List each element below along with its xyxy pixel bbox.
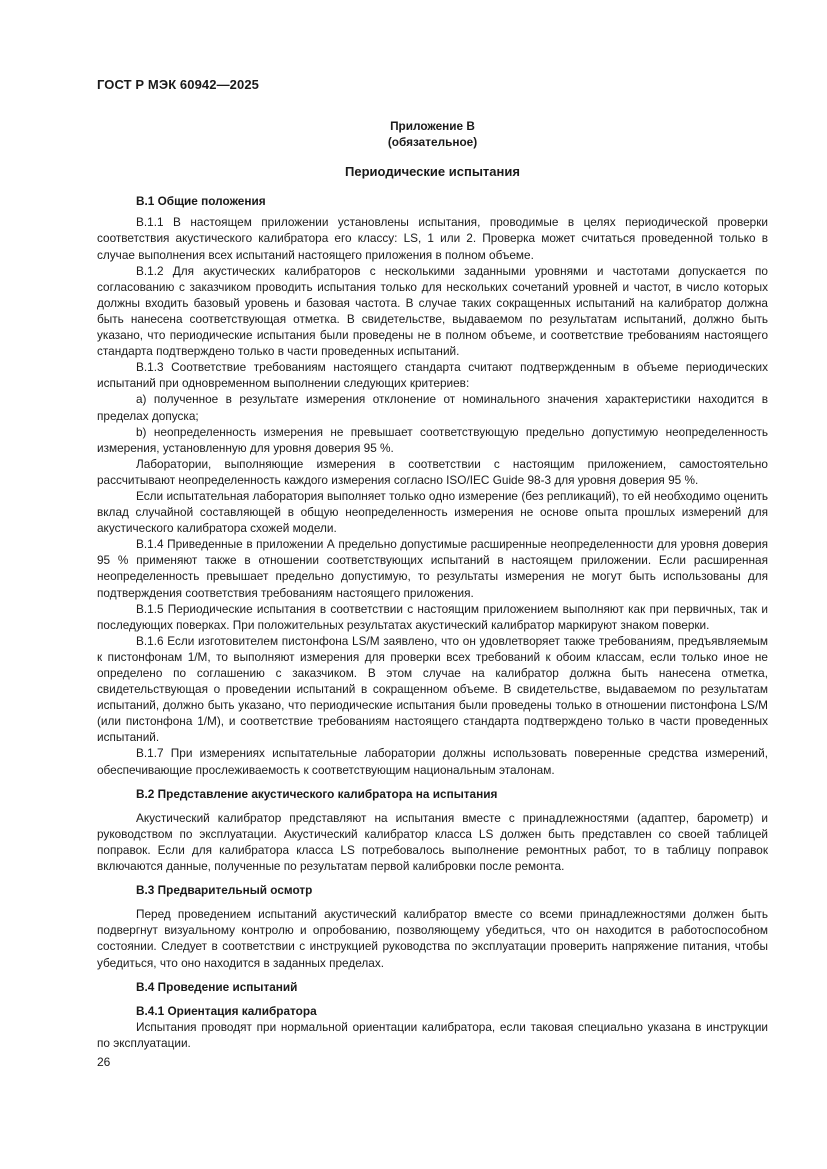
paragraph-b1-4: В.1.4 Приведенные в приложении А предельно допустимые расширенные неопределенности для уровня доверия 95 % применяют также в отношении соответствующих испытаний в настоящем приложении. Если расширенная неопределенность превышает предельно допустимую, то результаты измерения не могут быть использованы для подтверждения соответствия требованиям настоящего приложения. [97,537,768,600]
paragraph-b1-7: В.1.7 При измерениях испытательные лаборатории должны использовать поверенные средства измерений, обеспечивающие прослеживаемость к соответствующим национальным эталонам. [97,746,768,777]
annex-status: (обязательное) [387,135,478,150]
criterion-a: a) полученное в результате измерения отклонение от номинального значения характеристики находится в пределах допуска; [97,392,768,423]
subsection-heading-b4-1: В.4.1 Ориентация калибратора [136,1003,317,1018]
paragraph-b1-3-single: Если испытательная лаборатория выполняет только одно измерение (без репликаций), то ей необходимо оценить вклад случайной составляющей в общую неопределенность измерения не основе опыта прошлых измерений для акустического калибратора схожей модели. [97,488,768,536]
paragraph-b4-1: Испытания проводят при нормальной ориентации калибратора, если таковая специально указана в инструкции по эксплуатации. [97,1019,768,1050]
paragraph-b1-5: В.1.5 Периодические испытания в соответствии с настоящим приложением выполняют как при первичных, так и последующих поверках. При положительных результатах акустический калибратор маркируют знаком поверки. [97,601,768,632]
section-heading-b2: В.2 Представление акустического калибратора на испытания [136,786,498,801]
paragraph-b1-1: В.1.1 В настоящем приложении установлены испытания, проводимые в целях периодической проверки соответствия акустического калибратора его классу: LS, 1 или 2. Проверка может считаться проведенной только в случае выполнения всех испытаний настоящего приложения в полном объеме. [97,215,768,262]
paragraph-b3: Перед проведением испытаний акустический калибратор вместе со всеми принадлежностями должен быть подвергнут визуальному контролю и опробованию, позволяющему убедиться, что он находится в работоспособном состоянии. Следует в соответствии с инструкцией руководства по эксплуатации проверить напряжение питания, чтобы убедиться, что оно находится в заданных пределах. [97,907,768,970]
paragraph-b1-2: В.1.2 Для акустических калибраторов с несколькими заданными уровнями и частотами допускается по согласованию с заказчиком проводить испытания только для нескольких сочетаний уровней и частот, в число которых должны входить базовый уровень и базовая частота. В случае таких сокращенных испытаний на калибратор должна быть нанесена соответствующая отметка. В свидетельстве, выдаваемом по результатам испытаний, должно быть указано, что периодические испытания были проведены не в полном объеме, и соответствие требованиям настоящего стандарта подтверждено только в части проведенных испытаний. [97,263,768,359]
paragraph-b1-3-labs: Лаборатории, выполняющие измерения в соответствии с настоящим приложением, самостоятельно рассчитывают неопределенность каждого измерения согласно ISO/IEC Guide 98-3 для уровня доверия 95 %. [97,456,768,487]
section-heading-b1: В.1 Общие положения [136,194,266,209]
criterion-b: b) неопределенность измерения не превышает соответствующую предельно допустимую неопределенность измерения, установленную для уровня доверия 95 %. [97,424,768,455]
paragraph-b1-6: В.1.6 Если изготовителем пистонфона LS/M заявлено, что он удовлетворяет также требованиям, предъявляемым к пистонфонам 1/M, то выполняют измерения для проверки всех требований к обоим классам, если только иное не определено по соглашению с заказчиком. В этом случае на калибратор должна быть нанесена отметка, свидетельствующая о проведении испытаний в сокращенном объеме. В свидетельстве, выдаваемом по результатам испытаний, должно быть указано, что периодические испытания были проведены только в отношении пистонфона LS/M (или пистонфона 1/M), и соответствие требованиям настоящего стандарта подтверждено только в части проведенных испытаний. [97,633,768,745]
annex-label: Приложение В [390,119,475,133]
section-heading-b3: В.3 Предварительный осмотр [136,883,313,898]
section-heading-b4: В.4 Проведение испытаний [136,979,298,994]
standard-header: ГОСТ Р МЭК 60942—2025 [97,77,260,92]
paragraph-b2: Акустический калибратор представляют на испытания вместе с принадлежностями (адаптер, барометр) и руководством по эксплуатации. Акустический калибратор класса LS должен быть представлен со своей таблицей поправок. Если для калибратора класса LS потребовалось выполнение ремонтных работ, то в таблицу поправок включаются данные, полученные по результатам первой калибровки после ремонта. [97,810,768,874]
page-number: 26 [97,1055,111,1069]
paragraph-b1-3: В.1.3 Соответствие требованиям настоящего стандарта считают подтвержденным в объеме периодических испытаний при одновременном выполнении следующих критериев: [97,360,768,391]
page-content [97,118,768,1051]
annex-title: Периодические испытания [345,164,520,180]
